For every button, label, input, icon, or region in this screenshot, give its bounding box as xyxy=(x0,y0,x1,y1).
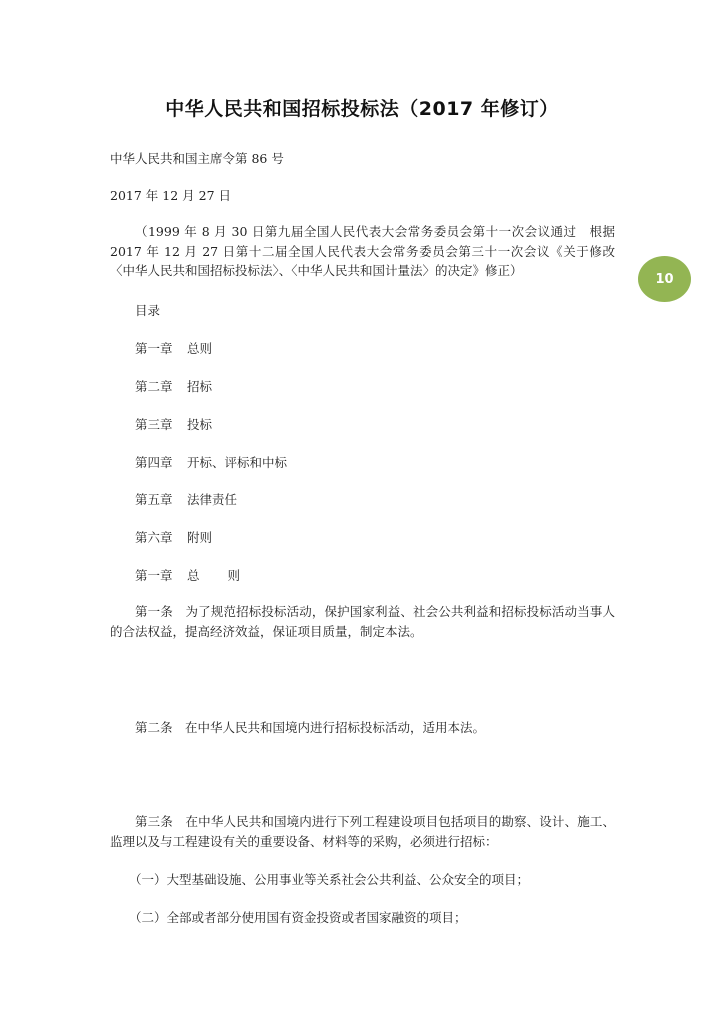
issue-date: 2017 年 12 月 27 日 xyxy=(110,188,231,203)
order-number: 中华人民共和国主席令第 86 号 xyxy=(110,151,284,166)
list-item: （二）全部或者部分使用国有资金投资或者国家融资的项目； xyxy=(129,910,467,925)
toc-item[interactable]: 第三章 投标 xyxy=(135,417,213,432)
toc-heading: 目录 xyxy=(135,303,161,318)
preamble: （1999 年 8 月 30 日第九届全国人民代表大会常务委员会第十一次会议通过 根据 2017 年 12 月 27 日第十二届全国人民代表大会常务委员会第三十一次会议《关于修改〈中华人民共和国招标投标法〉、〈中华人民共和国计量法〉的决定》修正） xyxy=(110,224,615,278)
page-number-badge: 10 xyxy=(638,256,691,302)
document-title: 中华人民共和国招标投标法（2017 年修订） xyxy=(165,98,559,120)
article-3: 第三条 在中华人民共和国境内进行下列工程建设项目包括项目的勘察、设计、施工、监理以及与工程建设有关的重要设备、材料等的采购，必须进行招标： xyxy=(110,814,615,849)
toc-item[interactable]: 第二章 招标 xyxy=(135,379,213,394)
list-item: （一）大型基础设施、公用事业等关系社会公共利益、公众安全的项目； xyxy=(129,872,530,887)
article-2: 第二条 在中华人民共和国境内进行招标投标活动，适用本法。 xyxy=(135,720,486,735)
toc-item[interactable]: 第一章 总则 xyxy=(135,341,213,356)
chapter-heading: 第一章 总 则 xyxy=(135,568,241,583)
toc-item[interactable]: 第六章 附则 xyxy=(135,530,213,545)
toc-item[interactable]: 第五章 法律责任 xyxy=(135,492,238,507)
article-1: 第一条 为了规范招标投标活动，保护国家利益、社会公共利益和招标投标活动当事人的合法权益，提高经济效益，保证项目质量，制定本法。 xyxy=(110,604,615,639)
toc-item[interactable]: 第四章 开标、评标和中标 xyxy=(135,455,288,470)
